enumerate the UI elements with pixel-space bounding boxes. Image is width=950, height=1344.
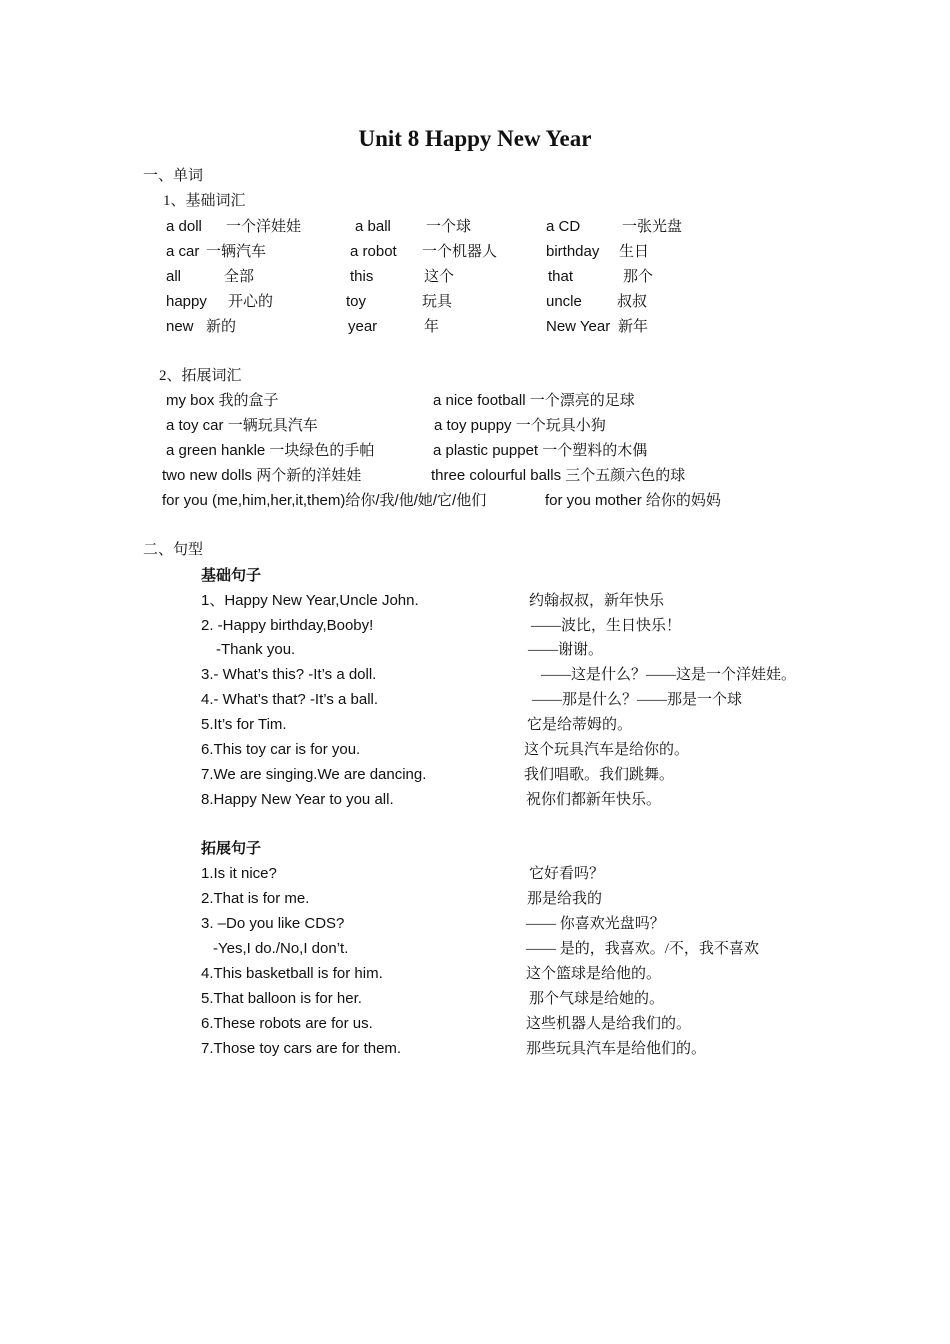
sentence-zh: 那些玩具汽车是给他们的。	[526, 1041, 707, 1057]
vocab-en: toy	[346, 293, 367, 310]
vocab-en: a CD	[546, 218, 581, 235]
sentence-zh: 这些机器人是给我们的。	[526, 1016, 692, 1032]
section-heading-sentences: 二、句型	[143, 542, 204, 558]
section-heading-words: 一、单词	[143, 168, 204, 184]
vocab-en: new	[166, 318, 194, 335]
sentence-zh: 祝你们都新年快乐。	[526, 792, 662, 808]
vocab-zh: 一辆汽车	[206, 244, 267, 260]
vocab-zh: 新的	[206, 319, 237, 335]
sentence-en: 4.- What’s that? -It’s a ball.	[201, 691, 379, 708]
vocab-zh: 生日	[619, 244, 650, 260]
sentence-en: 5.It’s for Tim.	[201, 716, 287, 733]
extended-vocab-item: a toy car 一辆玩具汽车	[166, 417, 318, 434]
vocab-zh: 那个	[623, 269, 654, 285]
subheading-extended-vocab: 2、拓展词汇	[159, 368, 242, 384]
extended-vocab-item: a toy puppy 一个玩具小狗	[434, 417, 606, 434]
vocab-zh: 一个球	[426, 219, 472, 235]
sentence-zh: 那是给我的	[527, 891, 603, 907]
sentence-en: 5.That balloon is for her.	[201, 990, 362, 1007]
sentence-zh: 它是给蒂姆的。	[527, 717, 633, 733]
vocab-zh: 叔叔	[617, 294, 648, 310]
vocab-zh: 开心的	[228, 294, 274, 310]
vocab-zh: 一个洋娃娃	[226, 219, 302, 235]
subheading-extended-sentences: 拓展句子	[201, 840, 262, 857]
sentence-en: -Yes,I do./No,I don’t.	[213, 940, 349, 957]
sentence-en: -Thank you.	[216, 641, 296, 658]
sentence-en: 6.These robots are for us.	[201, 1015, 373, 1032]
vocab-zh: 玩具	[422, 294, 453, 310]
sentence-zh: ——那是什么？——那是一个球	[532, 692, 743, 708]
vocab-en: year	[348, 318, 378, 335]
sentence-en: 3.- What’s this? -It’s a doll.	[201, 666, 377, 683]
extended-vocab-item: my box 我的盒子	[166, 392, 279, 409]
vocab-en: a ball	[355, 218, 391, 235]
sentence-en: 1、Happy New Year,Uncle John.	[201, 592, 419, 609]
vocab-en: happy	[166, 293, 207, 310]
sentence-zh: 这个篮球是给他的。	[526, 966, 662, 982]
sentence-en: 7.Those toy cars are for them.	[201, 1040, 402, 1057]
sentence-en: 1.Is it nice?	[201, 865, 277, 882]
extended-vocab-item: three colourful balls 三个五颜六色的球	[431, 467, 686, 484]
vocab-en: a car	[166, 243, 200, 260]
extended-vocab-item: for you (me,him,her,it,them)给你/我/他/她/它/他们	[162, 492, 487, 509]
sentence-en: 4.This basketball is for him.	[201, 965, 383, 982]
sentence-en: 3. –Do you like CDS?	[201, 915, 345, 932]
extended-vocab-item: a green hankle 一块绿色的手帕	[166, 442, 375, 459]
sentence-zh: 约翰叔叔，新年快乐	[529, 593, 665, 609]
vocab-zh: 新年	[618, 319, 649, 335]
vocab-zh: 一个机器人	[422, 244, 498, 260]
vocab-zh: 全部	[224, 269, 255, 285]
extended-vocab-item: for you mother 给你的妈妈	[545, 492, 721, 509]
sentence-en: 7.We are singing.We are dancing.	[201, 766, 427, 783]
extended-vocab-item: a plastic puppet 一个塑料的木偶	[433, 442, 648, 459]
sentence-zh: 它好看吗？	[529, 866, 605, 882]
sentence-zh: —— 你喜欢光盘吗？	[526, 916, 665, 932]
page-title: Unit 8 Happy New Year	[358, 126, 592, 151]
vocab-en: that	[548, 268, 574, 285]
extended-vocab-item: two new dolls 两个新的洋娃娃	[162, 467, 362, 484]
sentence-zh: 这个玩具汽车是给你的。	[524, 742, 690, 758]
sentence-zh: —— 是的，我喜欢。/不，我不喜欢	[526, 941, 759, 957]
extended-vocab-item: a nice football 一个漂亮的足球	[433, 392, 635, 409]
vocab-zh: 年	[424, 319, 440, 335]
vocab-en: uncle	[546, 293, 582, 310]
sentence-en: 8.Happy New Year to you all.	[201, 791, 394, 808]
sentence-en: 2. -Happy birthday,Booby!	[201, 617, 374, 634]
sentence-zh: 那个气球是给她的。	[529, 991, 665, 1007]
vocab-en: this	[350, 268, 374, 285]
vocab-en: New Year	[546, 318, 611, 335]
vocab-zh: 一张光盘	[622, 219, 683, 235]
subheading-basic-vocab: 1、基础词汇	[163, 193, 246, 209]
sentence-en: 6.This toy car is for you.	[201, 741, 361, 758]
sentence-zh: ——这是什么？——这是一个洋娃娃。	[541, 667, 797, 683]
vocab-en: a doll	[166, 218, 202, 235]
subheading-basic-sentences: 基础句子	[201, 567, 262, 584]
vocab-en: all	[166, 268, 182, 285]
sentence-zh: ——谢谢。	[528, 642, 604, 658]
sentence-zh: ——波比，生日快乐！	[531, 618, 682, 634]
vocab-en: a robot	[350, 243, 397, 260]
vocab-en: birthday	[546, 243, 600, 260]
vocab-zh: 这个	[424, 269, 455, 285]
sentence-zh: 我们唱歌。我们跳舞。	[524, 767, 675, 783]
sentence-en: 2.That is for me.	[201, 890, 310, 907]
